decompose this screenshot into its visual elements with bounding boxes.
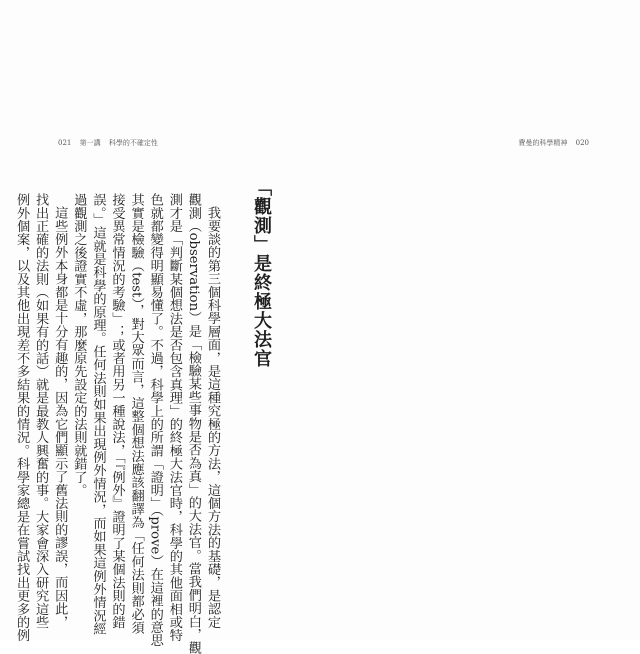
left-chapter-title: 科學的不確定性 (108, 139, 158, 147)
text-line: 例外個案，以及其他出現差不多結果的情況。科學家總是在嘗試找出更多的例 (14, 193, 30, 642)
text-line: 找出正確的法則（如果有的話）就是最教人興奮的事。大家會深入研究這些 (33, 193, 49, 629)
right-book-title: 費曼的科學精神 (518, 139, 568, 147)
right-page-number: 020 (575, 139, 589, 147)
text-line: 測才是「判斷某個想法是否包含真理」的終極大法官時，科學的其他面相或特 (166, 193, 182, 642)
left-chapter-label: 第一講 (79, 139, 101, 147)
text-line: 過觀測之後證實不虛，那麼原先設定的法則就錯了。 (71, 193, 87, 497)
right-page-header (512, 139, 589, 148)
text-line: 這些例外本身都是十分有趣的，因為它們顯示了舊法則的謬誤，而因此， (52, 206, 68, 629)
text-line: 誤。」這就是科學的原理。任何法則如果出現例外情況，而如果這例外情況經 (90, 193, 106, 636)
left-page-number: 021 (58, 139, 72, 147)
text-line: 色就都變得明顯易懂了。不過，科學上的所謂「證明」（prove）在這裡的意思 (147, 193, 163, 647)
section-title: 「觀測」是終極大法官 (251, 178, 272, 368)
body-text (12, 193, 222, 654)
left-page-header (58, 139, 164, 148)
text-line: 其實是檢驗（test），對大眾而言，這整個想法應該翻譯為「任何法則都必須 (128, 193, 144, 634)
text-line: 接受異常情況的考驗」；或者用另一種說法，「『例外』證明了某個法則的錯 (109, 193, 125, 629)
text-line: 觀測（observation）是「檢驗某些事物是否為真」的大法官。當我們明白，觀 (185, 193, 201, 654)
text-line: 我要談的第三個科學層面，是這種究極的方法，這個方法的基礎，是認定 (205, 206, 220, 629)
